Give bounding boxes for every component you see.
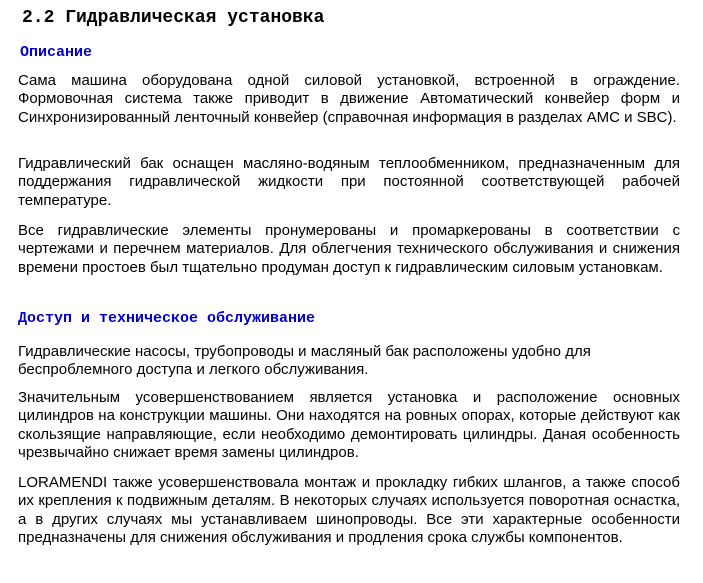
section-heading-description: Описание [20,44,93,61]
page-title: 2.2 Гидравлическая установка [22,8,325,28]
section-heading-access-maintenance: Доступ и техническое обслуживание [18,310,316,327]
paragraph-description-1: Сама машина оборудована одной силовой установкой, встроенной в ограждение. Формовочная система также приводит в движение Автоматический конвейер форм и Синхронизированный ленточный конвейер (справочная информация в разделах AMC и SBC). [18,72,680,126]
paragraph-access-3: LORAMENDI также усовершенствовала монтаж и прокладку гибких шлангов, а также способ их крепления к подвижным деталям. В некоторых случаях используется поворотная оснастка, а в других случаях мы устанавливаем шинопроводы. Все эти характерные особенности предназначены для снижения обслуживания и продления срока службы компонентов. [18,474,680,547]
paragraph-access-1: Гидравлические насосы, трубопроводы и масляный бак расположены удобно для беспроблемного доступа и легкого обслуживания. [18,343,591,379]
paragraph-description-2: Гидравлический бак оснащен масляно-водяным теплообменником, предназначенным для поддержания гидравлической жидкости при постоянной соответствующей рабочей температуре. [18,155,680,209]
paragraph-access-2: Значительным усовершенствованием является установка и расположение основных цилиндров на конструкции машины. Они находятся на ровных опорах, которые действуют как скользящие направляющие, если необходимо демонтировать цилиндры. Даная особенность чрезвычайно снижает время замены цилиндров. [18,389,680,462]
paragraph-description-3: Все гидравлические элементы пронумерованы и промаркерованы в соответствии с чертежами и перечнем материалов. Для облегчения технического обслуживания и снижения времени простоев был тщательно продуман доступ к гидравлическим силовым установкам. [18,222,680,276]
